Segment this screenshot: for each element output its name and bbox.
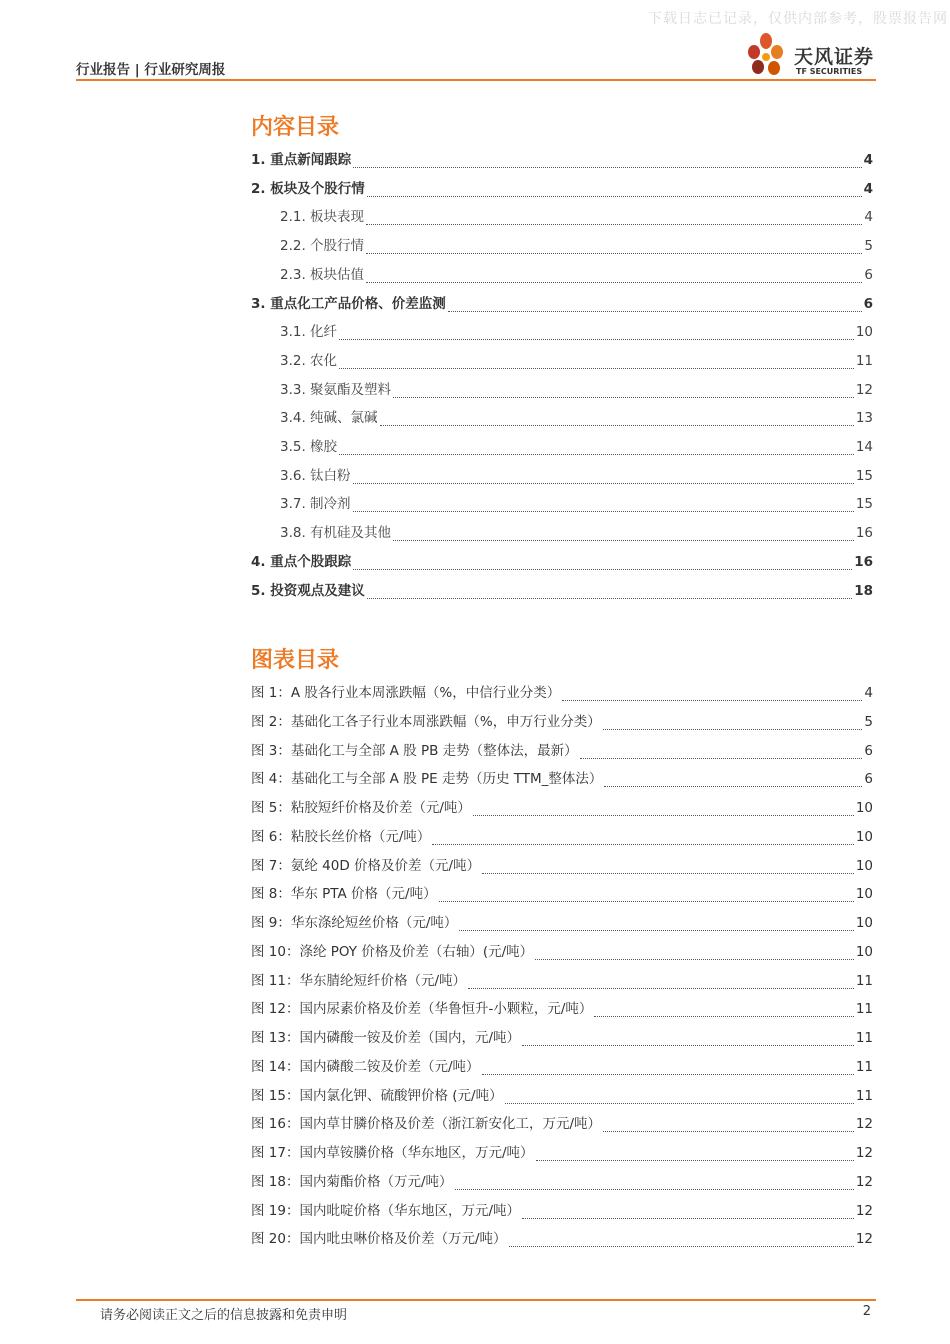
entry-label: 3.6. 钛白粉 [280, 467, 351, 484]
toc-entry[interactable] [280, 378, 873, 398]
entry-label: 1. 重点新闻跟踪 [251, 152, 352, 168]
figure-entry[interactable] [251, 1170, 873, 1190]
entry-label: 图 9：华东涤纶短丝价格（元/吨） [251, 915, 458, 931]
figure-entry[interactable] [251, 1026, 873, 1046]
entry-label: 2. 板块及个股行情 [251, 180, 365, 197]
entry-label: 3.2. 农化 [280, 352, 338, 369]
contents-title: 内容目录 [251, 115, 340, 140]
toc-entry[interactable] [251, 550, 873, 570]
entry-label: 图 13：国内磷酸一铵及价差（国内，元/吨） [251, 1030, 521, 1046]
toc-entry[interactable] [280, 435, 873, 455]
entry-label: 2.3. 板块估值 [280, 266, 365, 283]
entry-page-number: 12 [855, 1116, 873, 1133]
figure-entry[interactable] [251, 710, 873, 730]
entry-page-number: 12 [855, 1173, 873, 1190]
entry-page-number: 12 [855, 1202, 873, 1219]
figure-entry[interactable] [251, 825, 873, 845]
figure-entry[interactable] [251, 1141, 873, 1161]
figure-entry[interactable] [251, 739, 873, 759]
dot-leader [522, 1040, 854, 1046]
toc-entry[interactable] [251, 148, 873, 168]
dot-leader [380, 420, 854, 426]
page-number: 2 [862, 1304, 871, 1319]
dot-leader [367, 191, 862, 197]
entry-page-number: 16 [855, 525, 873, 542]
figure-entry[interactable] [251, 1112, 873, 1132]
toc-entry[interactable] [280, 234, 873, 254]
dot-leader [393, 535, 854, 541]
entry-page-number: 11 [855, 352, 873, 369]
entry-label: 图 17：国内草铵膦价格（华东地区，万元/吨） [251, 1145, 534, 1161]
header-divider [76, 79, 876, 81]
watermark: 下载日志已记录，仅供内部参考，股票报告网 [648, 11, 948, 27]
figure-entry[interactable] [251, 854, 873, 874]
figure-entry[interactable] [251, 1084, 873, 1104]
toc-entry[interactable] [280, 521, 873, 541]
dot-leader [353, 564, 852, 570]
figure-entry[interactable] [251, 969, 873, 989]
entry-label: 图 7：氨纶 40D 价格及价差（元/吨） [251, 857, 481, 874]
dot-leader [432, 839, 853, 845]
entry-page-number: 11 [855, 972, 873, 989]
dot-leader [603, 724, 863, 730]
entry-label: 3.4. 纯碱、氯碱 [280, 410, 378, 427]
entry-label: 图 14：国内磷酸二铵及价差（元/吨） [251, 1058, 480, 1075]
dot-leader [448, 306, 862, 312]
dot-leader [505, 1098, 854, 1104]
entry-label: 3.3. 聚氨酯及塑料 [280, 381, 392, 398]
logo-english-name: TF SECURITIES [796, 67, 863, 76]
dot-leader [353, 162, 861, 168]
figure-entry[interactable] [251, 911, 873, 931]
figure-entry[interactable] [251, 1055, 873, 1075]
tf-securities-logo [744, 30, 884, 80]
figure-entry[interactable] [251, 940, 873, 960]
dot-leader [535, 954, 854, 960]
toc-entry[interactable] [251, 579, 873, 599]
dot-leader [366, 277, 862, 283]
entry-label: 图 8：华东 PTA 价格（元/吨） [251, 886, 437, 903]
toc-entry[interactable] [280, 492, 873, 512]
dot-leader [562, 695, 862, 701]
figures-title: 图表目录 [251, 648, 340, 673]
entry-label: 3.7. 制冷剂 [280, 496, 351, 513]
entry-page-number: 12 [855, 1231, 873, 1248]
entry-page-number: 10 [855, 857, 873, 874]
entry-page-number: 11 [855, 1030, 873, 1046]
figure-entry[interactable] [251, 767, 873, 787]
dot-leader [603, 1126, 854, 1132]
entry-page-number: 15 [855, 467, 873, 484]
entry-label: 图 6：粘胶长丝价格（元/吨） [251, 828, 431, 845]
entry-page-number: 4 [864, 209, 873, 226]
entry-page-number: 4 [863, 152, 873, 168]
entry-page-number: 16 [854, 553, 873, 570]
report-header-title: 行业报告 | 行业研究周报 [76, 62, 226, 78]
figure-entry[interactable] [251, 882, 873, 902]
dot-leader [367, 593, 852, 599]
entry-page-number: 11 [855, 1001, 873, 1018]
dot-leader [594, 1011, 853, 1017]
entry-label: 2.2. 个股行情 [280, 238, 365, 255]
dot-leader [580, 753, 863, 759]
entry-label: 图 20：国内吡虫啉价格及价差（万元/吨） [251, 1231, 507, 1248]
entry-label: 图 16：国内草甘膦价格及价差（浙江新安化工，万元/吨） [251, 1116, 602, 1133]
entry-page-number: 4 [864, 685, 873, 701]
entry-label: 3.5. 橡胶 [280, 439, 338, 455]
entry-page-number: 12 [855, 1145, 873, 1161]
entry-label: 图 18：国内菊酯价格（万元/吨） [251, 1173, 453, 1190]
entry-page-number: 11 [855, 1058, 873, 1075]
figure-entry[interactable] [251, 681, 873, 701]
entry-page-number: 10 [855, 943, 873, 960]
toc-entry[interactable] [251, 292, 873, 312]
entry-page-number: 6 [863, 295, 873, 312]
entry-page-number: 13 [855, 410, 873, 427]
entry-page-number: 18 [854, 582, 873, 599]
entry-label: 3. 重点化工产品价格、价差监测 [251, 295, 446, 312]
figure-entry[interactable] [251, 796, 873, 816]
dot-leader [482, 868, 854, 874]
dot-leader [468, 983, 854, 989]
entry-page-number: 6 [864, 742, 873, 759]
dot-leader [353, 478, 854, 484]
dot-leader [459, 925, 853, 931]
entry-label: 图 10：涤纶 POY 价格及价差（右轴）(元/吨） [251, 943, 534, 960]
toc-entry[interactable] [280, 464, 873, 484]
dot-leader [455, 1184, 854, 1190]
dot-leader [604, 781, 862, 787]
dot-leader [536, 1155, 854, 1161]
dot-leader [353, 506, 854, 512]
entry-label: 2.1. 板块表现 [280, 209, 365, 226]
entry-page-number: 10 [855, 800, 873, 816]
entry-label: 图 3：基础化工与全部 A 股 PB 走势（整体法，最新） [251, 742, 578, 759]
footer-divider [76, 1299, 876, 1301]
dot-leader [339, 334, 854, 340]
toc-entry[interactable] [280, 349, 873, 369]
toc-entry[interactable] [280, 263, 873, 283]
figure-entry[interactable] [251, 997, 873, 1017]
dot-leader [482, 1069, 854, 1075]
toc-entry[interactable] [251, 177, 873, 197]
entry-label: 图 5：粘胶短纤价格及价差（元/吨） [251, 800, 471, 816]
entry-label: 图 12：国内尿素价格及价差（华鲁恒升-小颗粒，元/吨） [251, 1001, 593, 1018]
entry-page-number: 10 [855, 324, 873, 341]
entry-page-number: 15 [855, 496, 873, 513]
entry-label: 3.1. 化纤 [280, 324, 338, 341]
toc-entry[interactable] [280, 205, 873, 225]
entry-page-number: 4 [863, 180, 873, 197]
entry-label: 图 4：基础化工与全部 A 股 PE 走势（历史 TTM_整体法） [251, 771, 603, 788]
footer-disclaimer: 请务必阅读正文之后的信息披露和免责申明 [100, 1308, 348, 1323]
dot-leader [366, 219, 862, 225]
logo-chinese-name: 天风证券 [794, 46, 875, 68]
entry-label: 5. 投资观点及建议 [251, 582, 365, 599]
toc-entry[interactable] [280, 406, 873, 426]
toc-entry[interactable] [280, 320, 873, 340]
dot-leader [339, 363, 854, 369]
dot-leader [522, 1213, 854, 1219]
entry-label: 图 19：国内吡啶价格（华东地区，万元/吨） [251, 1202, 521, 1219]
dot-leader [509, 1241, 854, 1247]
entry-page-number: 10 [855, 828, 873, 845]
entry-page-number: 6 [864, 266, 873, 283]
entry-page-number: 11 [855, 1087, 873, 1104]
logo-flower-icon [744, 30, 788, 80]
entry-label: 4. 重点个股跟踪 [251, 553, 352, 570]
dot-leader [393, 392, 854, 398]
dot-leader [473, 810, 854, 816]
entry-page-number: 10 [855, 886, 873, 903]
entry-page-number: 6 [864, 771, 873, 788]
entry-page-number: 5 [864, 713, 873, 730]
entry-page-number: 14 [855, 439, 873, 455]
entry-label: 图 2：基础化工各子行业本周涨跌幅（%，申万行业分类） [251, 713, 601, 730]
entry-label: 图 11：华东腈纶短纤价格（元/吨） [251, 972, 467, 989]
entry-page-number: 10 [855, 915, 873, 931]
dot-leader [339, 449, 854, 455]
figure-entry[interactable] [251, 1199, 873, 1219]
entry-page-number: 12 [855, 381, 873, 398]
entry-label: 图 1：A 股各行业本周涨跌幅（%，中信行业分类） [251, 685, 561, 701]
entry-page-number: 5 [864, 238, 873, 255]
dot-leader [366, 248, 862, 254]
entry-label: 3.8. 有机硅及其他 [280, 525, 392, 542]
entry-label: 图 15：国内氯化钾、硫酸钾价格 (元/吨） [251, 1087, 503, 1104]
figure-entry[interactable] [251, 1227, 873, 1247]
dot-leader [439, 896, 854, 902]
